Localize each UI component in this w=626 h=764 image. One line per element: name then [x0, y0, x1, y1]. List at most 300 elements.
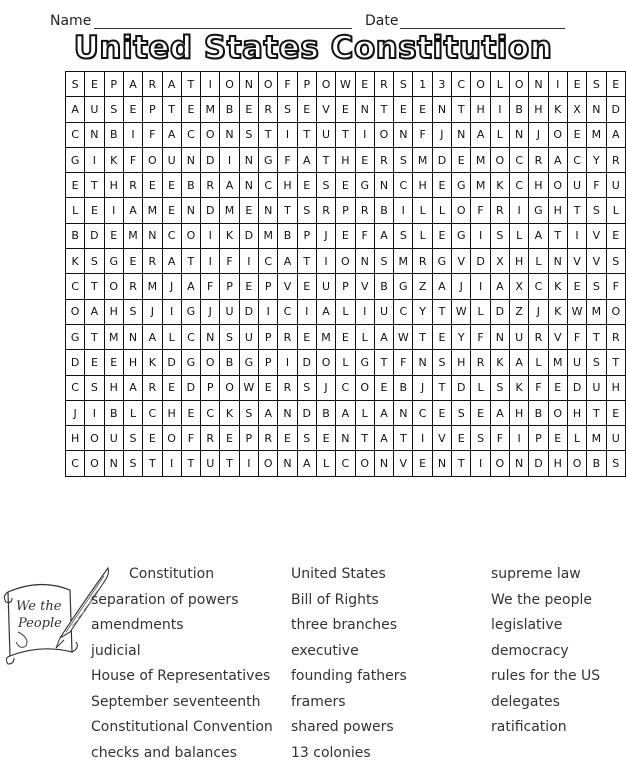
grid-cell[interactable]: A — [85, 299, 104, 324]
grid-cell[interactable]: L — [355, 400, 374, 425]
grid-cell[interactable]: O — [606, 299, 625, 324]
grid-cell[interactable]: E — [278, 426, 297, 451]
grid-cell[interactable]: H — [606, 375, 625, 400]
grid-cell[interactable]: H — [336, 147, 355, 172]
grid-cell[interactable]: O — [220, 72, 239, 97]
grid-cell[interactable]: O — [548, 400, 567, 425]
grid-cell[interactable]: L — [123, 400, 142, 425]
grid-cell[interactable]: F — [587, 173, 606, 198]
grid-cell[interactable]: R — [529, 324, 548, 349]
grid-cell[interactable]: P — [259, 324, 278, 349]
grid-cell[interactable]: A — [374, 324, 393, 349]
grid-cell[interactable]: D — [529, 451, 548, 476]
grid-cell[interactable]: L — [510, 223, 529, 248]
grid-cell[interactable]: C — [66, 274, 85, 299]
grid-cell[interactable]: H — [510, 400, 529, 425]
grid-cell[interactable]: A — [529, 223, 548, 248]
grid-cell[interactable]: E — [143, 426, 162, 451]
grid-cell[interactable]: J — [316, 375, 335, 400]
grid-cell[interactable]: E — [297, 173, 316, 198]
grid-cell[interactable]: H — [567, 400, 586, 425]
grid-cell[interactable]: R — [471, 350, 490, 375]
grid-cell[interactable]: D — [297, 400, 316, 425]
grid-cell[interactable]: L — [490, 72, 509, 97]
grid-cell[interactable]: V — [587, 223, 606, 248]
grid-cell[interactable]: D — [66, 350, 85, 375]
grid-cell[interactable]: S — [297, 198, 316, 223]
grid-cell[interactable]: H — [123, 350, 142, 375]
grid-cell[interactable]: F — [606, 274, 625, 299]
grid-cell[interactable]: N — [239, 173, 258, 198]
grid-cell[interactable]: I — [355, 299, 374, 324]
grid-cell[interactable]: M — [259, 223, 278, 248]
grid-cell[interactable]: E — [432, 173, 451, 198]
grid-cell[interactable]: G — [239, 350, 258, 375]
grid-cell[interactable]: C — [567, 147, 586, 172]
grid-cell[interactable]: M — [123, 223, 142, 248]
grid-cell[interactable]: J — [413, 375, 432, 400]
grid-cell[interactable]: L — [606, 198, 625, 223]
grid-cell[interactable]: M — [587, 299, 606, 324]
grid-cell[interactable]: L — [336, 299, 355, 324]
grid-cell[interactable]: G — [66, 147, 85, 172]
grid-cell[interactable]: D — [432, 147, 451, 172]
grid-cell[interactable]: R — [355, 198, 374, 223]
grid-cell[interactable]: E — [297, 274, 316, 299]
grid-cell[interactable]: C — [201, 400, 220, 425]
grid-cell[interactable]: E — [432, 223, 451, 248]
grid-cell[interactable]: R — [259, 97, 278, 122]
grid-cell[interactable]: S — [297, 375, 316, 400]
grid-cell[interactable]: F — [143, 122, 162, 147]
grid-cell[interactable]: P — [336, 198, 355, 223]
grid-cell[interactable]: D — [85, 223, 104, 248]
grid-cell[interactable]: S — [104, 97, 123, 122]
grid-cell[interactable]: N — [587, 97, 606, 122]
grid-cell[interactable]: N — [278, 400, 297, 425]
grid-cell[interactable]: T — [85, 324, 104, 349]
grid-cell[interactable]: H — [452, 350, 471, 375]
grid-cell[interactable]: C — [259, 249, 278, 274]
grid-cell[interactable]: M — [316, 324, 335, 349]
grid-cell[interactable]: B — [529, 400, 548, 425]
grid-cell[interactable]: O — [548, 122, 567, 147]
grid-cell[interactable]: F — [355, 223, 374, 248]
grid-cell[interactable]: A — [471, 122, 490, 147]
grid-cell[interactable]: J — [432, 122, 451, 147]
grid-cell[interactable]: C — [66, 375, 85, 400]
grid-cell[interactable]: O — [104, 274, 123, 299]
grid-cell[interactable]: I — [201, 249, 220, 274]
grid-cell[interactable]: E — [162, 375, 181, 400]
grid-cell[interactable]: E — [567, 274, 586, 299]
grid-cell[interactable]: U — [316, 274, 335, 299]
grid-cell[interactable]: A — [510, 350, 529, 375]
grid-cell[interactable]: U — [567, 350, 586, 375]
grid-cell[interactable]: N — [123, 324, 142, 349]
grid-cell[interactable]: M — [201, 97, 220, 122]
grid-cell[interactable]: K — [490, 350, 509, 375]
grid-cell[interactable]: L — [529, 249, 548, 274]
grid-cell[interactable]: V — [355, 274, 374, 299]
grid-cell[interactable]: O — [201, 350, 220, 375]
grid-cell[interactable]: I — [510, 198, 529, 223]
grid-cell[interactable]: N — [239, 72, 258, 97]
grid-cell[interactable]: S — [394, 147, 413, 172]
grid-cell[interactable]: V — [587, 249, 606, 274]
grid-cell[interactable]: E — [297, 324, 316, 349]
grid-cell[interactable]: A — [316, 299, 335, 324]
grid-cell[interactable]: V — [278, 274, 297, 299]
grid-cell[interactable]: A — [490, 400, 509, 425]
grid-cell[interactable]: K — [548, 299, 567, 324]
grid-cell[interactable]: C — [413, 400, 432, 425]
grid-cell[interactable]: M — [587, 122, 606, 147]
grid-cell[interactable]: L — [471, 375, 490, 400]
grid-cell[interactable]: E — [239, 274, 258, 299]
grid-cell[interactable]: U — [162, 147, 181, 172]
grid-cell[interactable]: F — [471, 324, 490, 349]
grid-cell[interactable]: O — [201, 122, 220, 147]
grid-cell[interactable]: I — [239, 249, 258, 274]
grid-cell[interactable]: R — [143, 249, 162, 274]
grid-cell[interactable]: V — [394, 451, 413, 476]
grid-cell[interactable]: S — [490, 223, 509, 248]
grid-cell[interactable]: S — [606, 451, 625, 476]
grid-cell[interactable]: H — [162, 400, 181, 425]
grid-cell[interactable]: S — [220, 324, 239, 349]
grid-cell[interactable]: E — [162, 198, 181, 223]
grid-cell[interactable]: I — [567, 223, 586, 248]
grid-cell[interactable]: F — [394, 350, 413, 375]
grid-cell[interactable]: P — [297, 72, 316, 97]
grid-cell[interactable]: S — [374, 249, 393, 274]
grid-cell[interactable]: B — [587, 451, 606, 476]
grid-cell[interactable]: I — [471, 223, 490, 248]
grid-cell[interactable]: M — [220, 198, 239, 223]
grid-cell[interactable]: O — [355, 451, 374, 476]
grid-cell[interactable]: A — [336, 400, 355, 425]
grid-cell[interactable]: B — [374, 274, 393, 299]
grid-cell[interactable]: I — [239, 451, 258, 476]
grid-cell[interactable]: O — [143, 147, 162, 172]
grid-cell[interactable]: D — [567, 375, 586, 400]
grid-cell[interactable]: E — [432, 324, 451, 349]
grid-cell[interactable]: N — [220, 122, 239, 147]
grid-cell[interactable]: V — [548, 324, 567, 349]
grid-cell[interactable]: P — [336, 274, 355, 299]
grid-cell[interactable]: U — [220, 299, 239, 324]
grid-cell[interactable]: T — [316, 147, 335, 172]
grid-cell[interactable]: N — [413, 350, 432, 375]
grid-cell[interactable]: S — [432, 350, 451, 375]
grid-cell[interactable]: B — [510, 97, 529, 122]
grid-cell[interactable]: D — [490, 299, 509, 324]
grid-cell[interactable]: H — [66, 426, 85, 451]
grid-cell[interactable]: C — [452, 72, 471, 97]
grid-cell[interactable]: S — [587, 350, 606, 375]
grid-cell[interactable]: K — [548, 97, 567, 122]
grid-cell[interactable]: A — [432, 274, 451, 299]
grid-cell[interactable]: S — [587, 274, 606, 299]
grid-cell[interactable]: M — [548, 350, 567, 375]
grid-cell[interactable]: U — [201, 451, 220, 476]
grid-cell[interactable]: O — [316, 350, 335, 375]
grid-cell[interactable]: M — [413, 147, 432, 172]
grid-cell[interactable]: K — [510, 375, 529, 400]
grid-cell[interactable]: C — [143, 400, 162, 425]
grid-cell[interactable]: N — [510, 122, 529, 147]
grid-cell[interactable]: J — [66, 400, 85, 425]
grid-cell[interactable]: N — [104, 451, 123, 476]
grid-cell[interactable]: S — [490, 375, 509, 400]
grid-cell[interactable]: E — [355, 147, 374, 172]
grid-cell[interactable]: G — [66, 324, 85, 349]
grid-cell[interactable]: C — [394, 299, 413, 324]
grid-cell[interactable]: O — [374, 122, 393, 147]
grid-cell[interactable]: A — [606, 122, 625, 147]
grid-cell[interactable]: O — [66, 299, 85, 324]
grid-cell[interactable]: E — [606, 72, 625, 97]
grid-cell[interactable]: A — [374, 223, 393, 248]
grid-cell[interactable]: C — [259, 173, 278, 198]
name-field[interactable] — [94, 28, 352, 29]
grid-cell[interactable]: C — [162, 223, 181, 248]
grid-cell[interactable]: I — [162, 299, 181, 324]
grid-cell[interactable]: T — [374, 97, 393, 122]
grid-cell[interactable]: H — [548, 451, 567, 476]
grid-cell[interactable]: S — [239, 122, 258, 147]
grid-cell[interactable]: R — [316, 198, 335, 223]
grid-cell[interactable]: K — [220, 400, 239, 425]
grid-cell[interactable]: B — [374, 198, 393, 223]
grid-cell[interactable]: M — [143, 198, 162, 223]
grid-cell[interactable]: I — [471, 274, 490, 299]
grid-cell[interactable]: A — [162, 122, 181, 147]
grid-cell[interactable]: T — [143, 451, 162, 476]
grid-cell[interactable]: E — [85, 72, 104, 97]
grid-cell[interactable]: M — [394, 249, 413, 274]
grid-cell[interactable]: N — [548, 249, 567, 274]
grid-cell[interactable]: B — [394, 375, 413, 400]
grid-cell[interactable]: K — [220, 223, 239, 248]
grid-cell[interactable]: C — [336, 451, 355, 476]
grid-cell[interactable]: O — [548, 173, 567, 198]
grid-cell[interactable]: S — [587, 72, 606, 97]
grid-cell[interactable]: U — [104, 426, 123, 451]
grid-cell[interactable]: R — [606, 147, 625, 172]
grid-cell[interactable]: P — [239, 426, 258, 451]
grid-cell[interactable]: A — [181, 274, 200, 299]
grid-cell[interactable]: I — [548, 72, 567, 97]
grid-cell[interactable]: G — [181, 350, 200, 375]
grid-cell[interactable]: I — [394, 198, 413, 223]
grid-cell[interactable]: M — [471, 147, 490, 172]
grid-cell[interactable]: A — [123, 198, 142, 223]
grid-cell[interactable]: N — [259, 198, 278, 223]
grid-cell[interactable]: N — [452, 122, 471, 147]
grid-cell[interactable]: W — [239, 375, 258, 400]
grid-cell[interactable]: L — [66, 198, 85, 223]
grid-cell[interactable]: S — [606, 249, 625, 274]
grid-cell[interactable]: C — [278, 299, 297, 324]
grid-cell[interactable]: F — [471, 198, 490, 223]
grid-cell[interactable]: I — [201, 72, 220, 97]
grid-cell[interactable]: O — [355, 375, 374, 400]
grid-cell[interactable]: T — [587, 400, 606, 425]
grid-cell[interactable]: E — [394, 97, 413, 122]
grid-cell[interactable]: E — [123, 249, 142, 274]
grid-cell[interactable]: N — [374, 451, 393, 476]
grid-cell[interactable]: G — [432, 249, 451, 274]
grid-cell[interactable]: Y — [452, 324, 471, 349]
grid-cell[interactable]: E — [452, 147, 471, 172]
grid-cell[interactable]: G — [104, 249, 123, 274]
grid-cell[interactable]: H — [548, 198, 567, 223]
grid-cell[interactable]: O — [490, 451, 509, 476]
grid-cell[interactable]: C — [529, 274, 548, 299]
grid-cell[interactable]: L — [471, 299, 490, 324]
grid-cell[interactable]: E — [104, 350, 123, 375]
grid-cell[interactable]: U — [606, 426, 625, 451]
grid-cell[interactable]: A — [374, 426, 393, 451]
grid-cell[interactable]: O — [181, 223, 200, 248]
grid-cell[interactable]: E — [452, 426, 471, 451]
grid-cell[interactable]: I — [490, 97, 509, 122]
grid-cell[interactable]: H — [413, 173, 432, 198]
grid-cell[interactable]: T — [432, 375, 451, 400]
grid-cell[interactable]: I — [85, 147, 104, 172]
grid-cell[interactable]: D — [162, 350, 181, 375]
grid-cell[interactable]: R — [123, 173, 142, 198]
grid-cell[interactable]: L — [432, 198, 451, 223]
grid-cell[interactable]: T — [297, 249, 316, 274]
grid-cell[interactable]: E — [355, 72, 374, 97]
grid-cell[interactable]: S — [123, 426, 142, 451]
grid-cell[interactable]: L — [355, 324, 374, 349]
grid-cell[interactable]: A — [259, 400, 278, 425]
grid-cell[interactable]: O — [259, 451, 278, 476]
grid-cell[interactable]: E — [567, 122, 586, 147]
grid-cell[interactable]: U — [85, 97, 104, 122]
grid-cell[interactable]: E — [336, 324, 355, 349]
grid-cell[interactable]: T — [606, 350, 625, 375]
grid-cell[interactable]: Y — [413, 299, 432, 324]
grid-cell[interactable]: S — [471, 426, 490, 451]
grid-cell[interactable]: O — [490, 147, 509, 172]
grid-cell[interactable]: E — [374, 375, 393, 400]
grid-cell[interactable]: E — [336, 97, 355, 122]
grid-cell[interactable]: O — [336, 249, 355, 274]
grid-cell[interactable]: N — [432, 97, 451, 122]
grid-cell[interactable]: C — [510, 147, 529, 172]
grid-cell[interactable]: E — [66, 173, 85, 198]
grid-cell[interactable]: B — [220, 97, 239, 122]
grid-cell[interactable]: T — [374, 350, 393, 375]
grid-cell[interactable]: J — [201, 299, 220, 324]
grid-cell[interactable]: L — [336, 350, 355, 375]
grid-cell[interactable]: E — [123, 97, 142, 122]
grid-cell[interactable]: A — [162, 72, 181, 97]
grid-cell[interactable]: C — [66, 451, 85, 476]
grid-cell[interactable]: A — [143, 324, 162, 349]
grid-cell[interactable]: R — [123, 274, 142, 299]
grid-cell[interactable]: C — [336, 375, 355, 400]
grid-cell[interactable]: N — [432, 451, 451, 476]
grid-cell[interactable]: E — [181, 400, 200, 425]
grid-cell[interactable]: U — [567, 173, 586, 198]
grid-cell[interactable]: U — [606, 173, 625, 198]
grid-cell[interactable]: T — [220, 451, 239, 476]
grid-cell[interactable]: U — [239, 324, 258, 349]
grid-cell[interactable]: O — [85, 451, 104, 476]
grid-cell[interactable]: D — [297, 350, 316, 375]
grid-cell[interactable]: P — [529, 426, 548, 451]
grid-cell[interactable]: L — [529, 350, 548, 375]
grid-cell[interactable]: O — [452, 198, 471, 223]
grid-cell[interactable]: 1 — [413, 72, 432, 97]
grid-cell[interactable]: C — [510, 173, 529, 198]
grid-cell[interactable]: H — [529, 97, 548, 122]
grid-cell[interactable]: G — [259, 147, 278, 172]
grid-cell[interactable]: 3 — [432, 72, 451, 97]
grid-cell[interactable]: R — [143, 72, 162, 97]
grid-cell[interactable]: T — [567, 198, 586, 223]
grid-cell[interactable]: L — [413, 223, 432, 248]
grid-cell[interactable]: T — [181, 451, 200, 476]
grid-cell[interactable]: R — [374, 72, 393, 97]
grid-cell[interactable]: A — [162, 249, 181, 274]
grid-cell[interactable]: B — [66, 223, 85, 248]
grid-cell[interactable]: R — [278, 375, 297, 400]
grid-cell[interactable]: O — [85, 426, 104, 451]
grid-cell[interactable]: J — [316, 223, 335, 248]
grid-cell[interactable]: G — [529, 198, 548, 223]
grid-cell[interactable]: D — [239, 223, 258, 248]
grid-cell[interactable]: A — [297, 451, 316, 476]
grid-cell[interactable]: I — [471, 451, 490, 476]
grid-cell[interactable]: T — [355, 426, 374, 451]
grid-cell[interactable]: I — [413, 426, 432, 451]
grid-cell[interactable]: I — [316, 249, 335, 274]
grid-cell[interactable]: D — [452, 375, 471, 400]
grid-cell[interactable]: O — [259, 72, 278, 97]
grid-cell[interactable]: I — [355, 122, 374, 147]
grid-cell[interactable]: I — [220, 147, 239, 172]
grid-cell[interactable]: U — [587, 375, 606, 400]
grid-cell[interactable]: A — [548, 147, 567, 172]
grid-cell[interactable]: E — [606, 223, 625, 248]
grid-cell[interactable]: E — [239, 198, 258, 223]
grid-cell[interactable]: R — [259, 426, 278, 451]
grid-cell[interactable]: K — [548, 274, 567, 299]
grid-cell[interactable]: N — [374, 173, 393, 198]
grid-cell[interactable]: E — [548, 375, 567, 400]
grid-cell[interactable]: L — [413, 198, 432, 223]
grid-cell[interactable]: P — [259, 350, 278, 375]
grid-cell[interactable]: M — [471, 173, 490, 198]
grid-cell[interactable]: S — [123, 451, 142, 476]
grid-cell[interactable]: T — [336, 122, 355, 147]
grid-cell[interactable]: I — [85, 400, 104, 425]
grid-cell[interactable]: O — [471, 72, 490, 97]
grid-cell[interactable]: X — [490, 249, 509, 274]
grid-cell[interactable]: N — [85, 122, 104, 147]
grid-cell[interactable]: W — [336, 72, 355, 97]
grid-cell[interactable]: E — [85, 198, 104, 223]
grid-cell[interactable]: B — [104, 400, 123, 425]
grid-cell[interactable]: W — [452, 299, 471, 324]
